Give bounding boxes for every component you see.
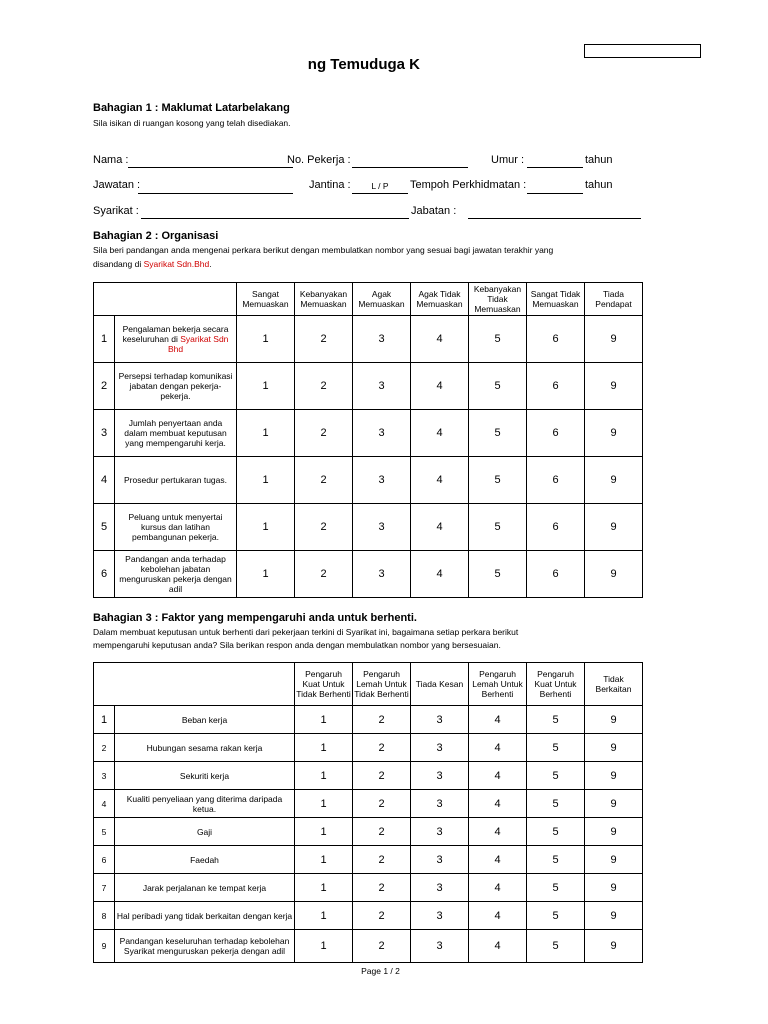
- jantina-option: L / P: [371, 181, 389, 191]
- score-option[interactable]: 2: [353, 818, 411, 846]
- page-title: ng Temuduga K: [307, 56, 420, 73]
- syarikat-field[interactable]: [141, 218, 409, 219]
- score-option[interactable]: 9: [585, 790, 643, 818]
- score-option[interactable]: 4: [469, 790, 527, 818]
- factor-text: Hal peribadi yang tidak berkaitan dengan kerja: [115, 902, 295, 930]
- section3-note-1: Dalam membuat keputusan untuk berhenti dari pekerjaan terkini di Syarikat ini, bagaimana setiap perkara berikut: [93, 627, 519, 637]
- score-option[interactable]: 3: [411, 734, 469, 762]
- factor-text: Beban kerja: [115, 706, 295, 734]
- score-option[interactable]: 5: [469, 551, 527, 598]
- umur-unit: tahun: [585, 154, 613, 166]
- score-option[interactable]: 9: [585, 457, 643, 504]
- score-option[interactable]: 3: [353, 316, 411, 363]
- score-option[interactable]: 5: [469, 504, 527, 551]
- score-option[interactable]: 4: [469, 818, 527, 846]
- score-option[interactable]: 6: [527, 410, 585, 457]
- score-option[interactable]: 1: [237, 410, 295, 457]
- table-row: [94, 706, 643, 734]
- umur-field[interactable]: [527, 167, 583, 168]
- score-option[interactable]: 1: [295, 930, 353, 963]
- statement-cell: [115, 551, 237, 598]
- score-option[interactable]: 6: [527, 504, 585, 551]
- reference-box[interactable]: [584, 44, 701, 58]
- statement-text: Persepsi terhadap komunikasi jabatan dengan pekerja-pekerja.: [118, 371, 233, 401]
- score-option[interactable]: 1: [237, 316, 295, 363]
- section3-note-2: mempengaruhi keputusan anda? Sila berikan respon anda dengan membulatkan nombor yang bersesuaian.: [93, 640, 501, 650]
- score-option[interactable]: 5: [527, 734, 585, 762]
- factor-text: Kualiti penyeliaan yang diterima daripada ketua.: [115, 790, 295, 818]
- col-header: Pengaruh Kuat Untuk Tidak Berhenti: [295, 663, 353, 706]
- col-header: Pengaruh Kuat Untuk Berhenti: [527, 663, 585, 706]
- score-option[interactable]: 9: [585, 551, 643, 598]
- score-option[interactable]: 4: [411, 410, 469, 457]
- score-option[interactable]: 3: [411, 846, 469, 874]
- organisasi-table: [93, 282, 643, 598]
- col-header: Tiada Kesan: [411, 663, 469, 706]
- score-option[interactable]: 1: [295, 874, 353, 902]
- score-option[interactable]: 3: [411, 790, 469, 818]
- score-option[interactable]: 5: [527, 874, 585, 902]
- section2-note-pre: disandang di: [93, 259, 144, 269]
- score-option[interactable]: 3: [411, 706, 469, 734]
- factor-text: Jarak perjalanan ke tempat kerja: [115, 874, 295, 902]
- table-row: [94, 762, 643, 790]
- score-option[interactable]: 5: [469, 363, 527, 410]
- score-option[interactable]: 4: [411, 457, 469, 504]
- row-number: 6: [94, 846, 115, 874]
- row-number: 5: [94, 818, 115, 846]
- score-option[interactable]: 5: [469, 410, 527, 457]
- table-row: [94, 930, 643, 963]
- section1-heading: Bahagian 1 : Maklumat Latarbelakang: [93, 102, 290, 114]
- table-row: [94, 457, 643, 504]
- score-option[interactable]: 3: [353, 551, 411, 598]
- score-option[interactable]: 1: [295, 706, 353, 734]
- statement-cell: [115, 316, 237, 363]
- row-number: 5: [94, 504, 115, 551]
- score-option[interactable]: 2: [353, 902, 411, 930]
- jantina-field[interactable]: [352, 193, 408, 194]
- score-option[interactable]: 1: [295, 818, 353, 846]
- table-row: [94, 316, 643, 363]
- score-option[interactable]: 5: [527, 790, 585, 818]
- score-option[interactable]: 9: [585, 316, 643, 363]
- score-option[interactable]: 9: [585, 846, 643, 874]
- score-option[interactable]: 3: [411, 762, 469, 790]
- col-header: Tidak Berkaitan: [585, 663, 643, 706]
- score-option[interactable]: 5: [469, 457, 527, 504]
- score-option[interactable]: 9: [585, 410, 643, 457]
- faktor-header-row: [94, 663, 643, 706]
- factor-text: Pandangan keseluruhan terhadap kebolehan Syarikat menguruskan pekerja dengan adil: [115, 930, 295, 963]
- row-number: 4: [94, 790, 115, 818]
- table-row: [94, 551, 643, 598]
- statement-cell: [115, 457, 237, 504]
- score-option[interactable]: 2: [353, 874, 411, 902]
- score-option[interactable]: 2: [353, 930, 411, 963]
- page-number: Page 1 / 2: [361, 966, 400, 976]
- score-option[interactable]: 1: [295, 902, 353, 930]
- score-option[interactable]: 1: [295, 734, 353, 762]
- score-option[interactable]: 2: [353, 734, 411, 762]
- nama-label: Nama :: [93, 154, 129, 166]
- tempoh-field[interactable]: [527, 193, 583, 194]
- col-header: Agak Tidak Memuaskan: [411, 283, 469, 316]
- score-option[interactable]: 3: [353, 410, 411, 457]
- nama-field[interactable]: [128, 167, 293, 168]
- score-option[interactable]: 6: [527, 551, 585, 598]
- score-option[interactable]: 4: [469, 734, 527, 762]
- score-option[interactable]: 4: [411, 551, 469, 598]
- table-row: [94, 846, 643, 874]
- col-header: Sangat Memuaskan: [237, 283, 295, 316]
- faktor-table: [93, 662, 643, 963]
- score-option[interactable]: 3: [411, 818, 469, 846]
- organisasi-header-row: [94, 283, 643, 316]
- score-option[interactable]: 6: [527, 316, 585, 363]
- row-number: 6: [94, 551, 115, 598]
- statement-text: Peluang untuk menyertai kursus dan latihan pembangunan pekerja.: [128, 512, 223, 542]
- score-option[interactable]: 1: [237, 457, 295, 504]
- score-option[interactable]: 4: [469, 930, 527, 963]
- score-option[interactable]: 4: [469, 846, 527, 874]
- section1-note: Sila isikan di ruangan kosong yang telah disediakan.: [93, 118, 291, 128]
- score-option[interactable]: 1: [237, 551, 295, 598]
- section2-note-2: [93, 259, 212, 269]
- score-option[interactable]: 4: [469, 902, 527, 930]
- row-number: 3: [94, 410, 115, 457]
- score-option[interactable]: 5: [469, 316, 527, 363]
- score-option[interactable]: 6: [527, 457, 585, 504]
- jawatan-label: Jawatan :: [93, 179, 141, 191]
- score-option[interactable]: 3: [411, 930, 469, 963]
- score-option[interactable]: 4: [411, 316, 469, 363]
- score-option[interactable]: 2: [295, 363, 353, 410]
- umur-label: Umur :: [491, 154, 524, 166]
- statement-text: Prosedur pertukaran tugas.: [123, 475, 227, 485]
- score-option[interactable]: 9: [585, 930, 643, 963]
- jabatan-label: Jabatan :: [411, 205, 457, 217]
- score-option[interactable]: 5: [527, 846, 585, 874]
- score-option[interactable]: 3: [411, 902, 469, 930]
- row-number: 1: [94, 706, 115, 734]
- organisasi-header-blank: [94, 283, 237, 316]
- score-option[interactable]: 9: [585, 504, 643, 551]
- factor-text: Gaji: [115, 818, 295, 846]
- row-number: 2: [94, 363, 115, 410]
- statement-cell: [115, 363, 237, 410]
- section2-note-1: Sila beri pandangan anda mengenai perkara berikut dengan membulatkan nombor yang sesuai bagi jawatan terakhir yang: [93, 245, 554, 255]
- faktor-header-blank: [94, 663, 295, 706]
- row-number: 1: [94, 316, 115, 363]
- score-option[interactable]: 1: [237, 363, 295, 410]
- statement-text: Pandangan anda terhadap kebolehan jabatan menguruskan pekerja dengan adil: [119, 554, 232, 594]
- score-option[interactable]: 3: [353, 504, 411, 551]
- row-number: 9: [94, 930, 115, 963]
- col-header: Kebanyakan Memuaskan: [295, 283, 353, 316]
- score-option[interactable]: 2: [353, 762, 411, 790]
- section2-note-company: Syarikat Sdn.Bhd: [143, 259, 210, 269]
- score-option[interactable]: 1: [237, 504, 295, 551]
- col-header: Tiada Pendapat: [585, 283, 643, 316]
- score-option[interactable]: 3: [353, 363, 411, 410]
- jabatan-field[interactable]: [468, 218, 641, 219]
- score-option[interactable]: 5: [527, 902, 585, 930]
- no-pekerja-label: No. Pekerja :: [287, 154, 351, 166]
- jantina-label: Jantina :: [309, 179, 351, 191]
- tempoh-label: Tempoh Perkhidmatan :: [410, 179, 527, 191]
- section2-heading: Bahagian 2 : Organisasi: [93, 230, 219, 242]
- score-option[interactable]: 2: [295, 410, 353, 457]
- statement-cell: [115, 410, 237, 457]
- statement-company: Syarikat Sdn Bhd: [167, 334, 229, 354]
- table-row: [94, 902, 643, 930]
- row-number: 3: [94, 762, 115, 790]
- col-header: Pengaruh Lemah Untuk Tidak Berhenti: [353, 663, 411, 706]
- score-option[interactable]: 9: [585, 818, 643, 846]
- score-option[interactable]: 6: [527, 363, 585, 410]
- score-option[interactable]: 2: [295, 457, 353, 504]
- row-number: 2: [94, 734, 115, 762]
- score-option[interactable]: 4: [411, 504, 469, 551]
- col-header: Pengaruh Lemah Untuk Berhenti: [469, 663, 527, 706]
- score-option[interactable]: 1: [295, 790, 353, 818]
- score-option[interactable]: 2: [353, 706, 411, 734]
- score-option[interactable]: 5: [527, 706, 585, 734]
- factor-text: Faedah: [115, 846, 295, 874]
- col-header: Agak Memuaskan: [353, 283, 411, 316]
- statement-text: Jumlah penyertaan anda dalam membuat keputusan yang mempengaruhi kerja.: [124, 418, 227, 448]
- no-pekerja-field[interactable]: [352, 167, 468, 168]
- score-option[interactable]: 9: [585, 706, 643, 734]
- table-row: [94, 790, 643, 818]
- table-row: [94, 410, 643, 457]
- score-option[interactable]: 3: [411, 874, 469, 902]
- score-option[interactable]: 2: [353, 790, 411, 818]
- score-option[interactable]: 4: [469, 706, 527, 734]
- score-option[interactable]: 9: [585, 734, 643, 762]
- score-option[interactable]: 9: [585, 874, 643, 902]
- factor-text: Hubungan sesama rakan kerja: [115, 734, 295, 762]
- row-number: 7: [94, 874, 115, 902]
- score-option[interactable]: 5: [527, 818, 585, 846]
- row-number: 8: [94, 902, 115, 930]
- syarikat-label: Syarikat :: [93, 205, 139, 217]
- table-row: [94, 818, 643, 846]
- score-option[interactable]: 5: [527, 930, 585, 963]
- score-option[interactable]: 2: [295, 551, 353, 598]
- col-header: Kebanyakan Tidak Memuaskan: [469, 283, 527, 316]
- score-option[interactable]: 1: [295, 846, 353, 874]
- score-option[interactable]: 1: [295, 762, 353, 790]
- score-option[interactable]: 5: [527, 762, 585, 790]
- statement-cell: [115, 504, 237, 551]
- score-option[interactable]: 9: [585, 902, 643, 930]
- section3-heading: Bahagian 3 : Faktor yang mempengaruhi anda untuk berhenti.: [93, 612, 417, 624]
- score-option[interactable]: 2: [295, 504, 353, 551]
- factor-text: Sekuriti kerja: [115, 762, 295, 790]
- score-option[interactable]: 2: [353, 846, 411, 874]
- score-option[interactable]: 9: [585, 762, 643, 790]
- score-option[interactable]: 4: [411, 363, 469, 410]
- jawatan-field[interactable]: [138, 193, 293, 194]
- table-row: [94, 504, 643, 551]
- section2-note-post: .: [209, 259, 212, 269]
- statement-text: Pengalaman bekerja secara keseluruhan di: [122, 324, 229, 344]
- col-header: Sangat Tidak Memuaskan: [527, 283, 585, 316]
- table-row: [94, 874, 643, 902]
- score-option[interactable]: 9: [585, 363, 643, 410]
- score-option[interactable]: 4: [469, 762, 527, 790]
- table-row: [94, 734, 643, 762]
- tempoh-unit: tahun: [585, 179, 613, 191]
- row-number: 4: [94, 457, 115, 504]
- score-option[interactable]: 3: [353, 457, 411, 504]
- score-option[interactable]: 2: [295, 316, 353, 363]
- score-option[interactable]: 4: [469, 874, 527, 902]
- table-row: [94, 363, 643, 410]
